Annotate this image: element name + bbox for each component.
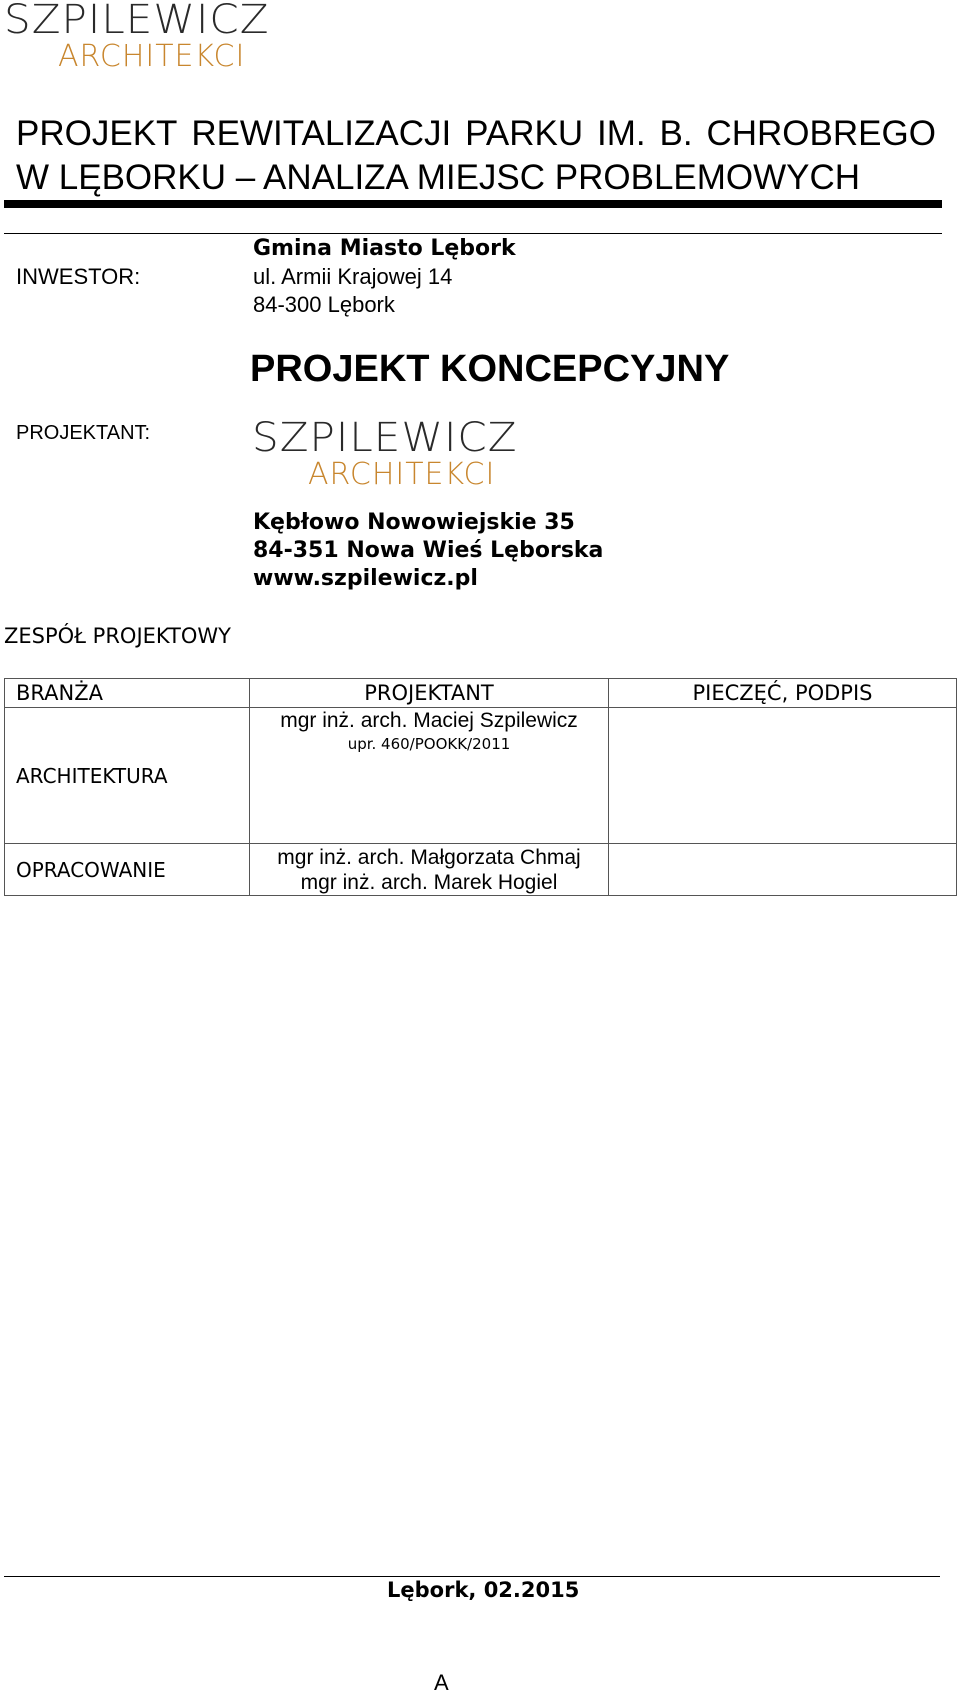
table-row	[5, 844, 957, 896]
place-date: Lębork, 02.2015	[387, 1578, 580, 1602]
designer-label: PROJEKTANT:	[16, 422, 151, 444]
stamp-cell	[609, 708, 957, 844]
table-row	[5, 708, 957, 844]
designer-name: mgr inż. arch. Marek Hogiel	[300, 870, 558, 894]
team-table	[4, 678, 957, 896]
title-line-2: W LĘBORKU – ANALIZA MIEJSC PROBLEMOWYCH	[16, 158, 861, 197]
title-word: B.	[659, 114, 693, 153]
title-word: PARKU	[465, 114, 584, 153]
footer-divider	[4, 1576, 940, 1577]
logo-subtitle: ARCHITEKCI	[308, 457, 496, 492]
designer-website: www.szpilewicz.pl	[253, 566, 478, 591]
header-branch: BRANŻA	[5, 679, 250, 708]
title-word: CHROBREGO	[706, 114, 936, 153]
title-word: REWITALIZACJI	[191, 114, 452, 153]
table-header-row	[5, 679, 957, 708]
investor-name: Gmina Miasto Lębork	[253, 236, 516, 261]
title-word: IM.	[597, 114, 646, 153]
investor-city: 84-300 Lębork	[253, 292, 395, 317]
logo-wordmark: SZPILEWICZ	[252, 415, 518, 461]
investor-label: INWESTOR:	[16, 264, 141, 289]
document-title	[16, 112, 936, 200]
title-divider	[4, 200, 942, 208]
branch-cell: OPRACOWANIE	[5, 844, 250, 896]
logo-subtitle: ARCHITEKCI	[58, 39, 246, 74]
designer-name: mgr inż. arch. Maciej Szpilewicz	[280, 709, 578, 732]
investor-street: ul. Armii Krajowej 14	[253, 264, 453, 289]
team-heading: ZESPÓŁ PROJEKTOWY	[4, 624, 231, 648]
section-divider	[4, 233, 942, 234]
stamp-cell	[609, 844, 957, 896]
designer-street: Kębłowo Nowowiejskie 35	[253, 510, 575, 535]
project-type: PROJEKT KONCEPCYJNY	[250, 348, 730, 390]
company-logo	[252, 415, 518, 492]
branch-cell: ARCHITEKTURA	[5, 708, 250, 844]
designer-cell	[250, 844, 609, 896]
page-mark: A	[434, 1670, 449, 1695]
header-stamp: PIECZĘĆ, PODPIS	[609, 679, 957, 708]
title-word: PROJEKT	[16, 114, 178, 153]
header-designer: PROJEKTANT	[250, 679, 609, 708]
designer-city: 84-351 Nowa Wieś Lęborska	[253, 538, 604, 563]
designer-cell	[250, 708, 609, 844]
designer-name: mgr inż. arch. Małgorzata Chmaj	[277, 845, 581, 869]
license-number: upr. 460/POOKK/2011	[347, 735, 511, 753]
title-line-1	[16, 112, 936, 156]
company-logo-top	[4, 0, 270, 74]
logo-wordmark: SZPILEWICZ	[4, 0, 270, 43]
